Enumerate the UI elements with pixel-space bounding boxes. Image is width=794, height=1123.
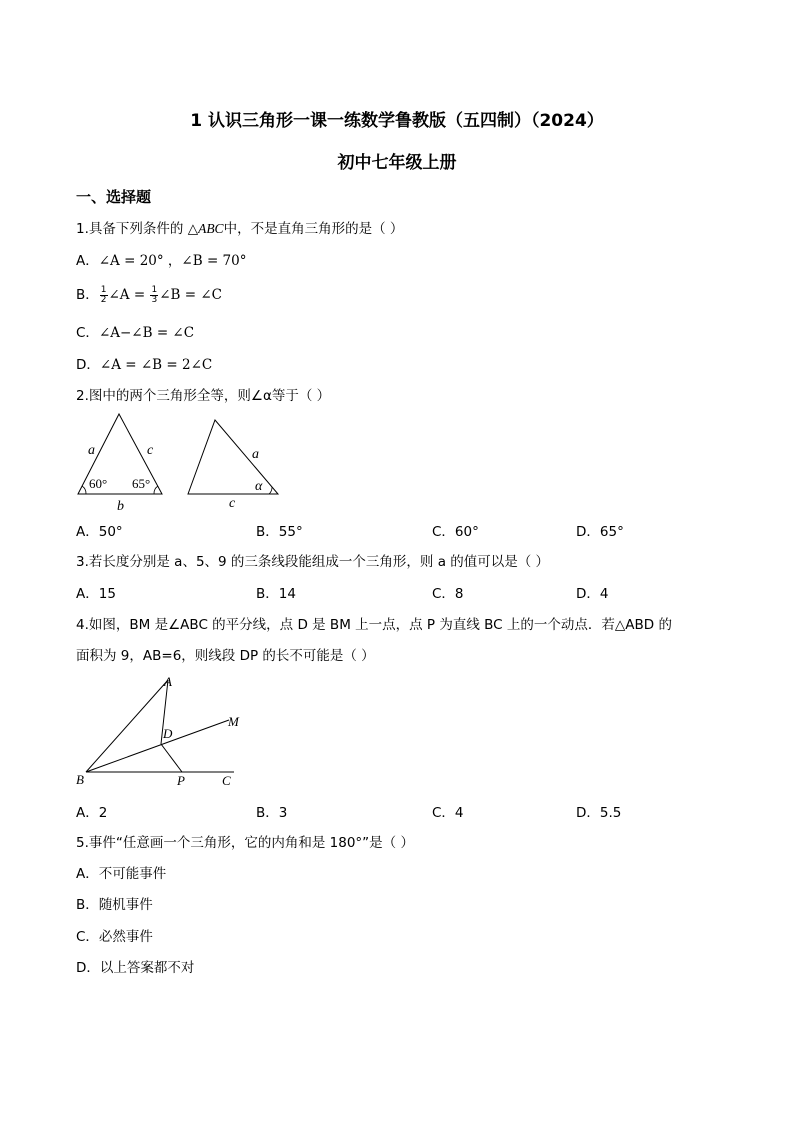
q3-option-c[interactable]: C．8 — [432, 586, 464, 602]
q2-label-c-right: c — [229, 496, 236, 511]
q4-line-dp — [161, 744, 182, 772]
q2-option-d[interactable]: D．65° — [576, 524, 624, 540]
q1-fraction-half: $\frac{1}{2}$ — [100, 284, 107, 305]
q2-label-a-right: a — [252, 447, 259, 462]
q4-label-c: C — [222, 773, 231, 788]
question-1-stem — [76, 217, 403, 237]
q2-left-angle-arc — [82, 486, 86, 494]
question-4-stem-line2: 面积为 9，AB=6，则线段 DP 的长不可能是（ ） — [76, 648, 375, 664]
q4-option-d[interactable]: D．5.5 — [576, 805, 622, 821]
q2-option-a[interactable]: A．50° — [76, 524, 123, 540]
q2-label-a-left: a — [88, 443, 95, 458]
q4-ray-bm — [86, 720, 229, 772]
q2-right-triangle — [188, 420, 278, 494]
q4-label-m: M — [228, 714, 239, 729]
question-5-stem: 5.事件“任意画一个三角形，它的内角和是 180°”是（ ） — [76, 835, 414, 851]
q1-option-b[interactable] — [76, 283, 222, 305]
doc-title-line2: 初中七年级上册 — [337, 153, 457, 173]
q4-line-ba — [86, 680, 168, 772]
q4-option-c[interactable]: C．4 — [432, 805, 464, 821]
q1-option-c-text: ∠A−∠B = ∠C — [98, 325, 195, 341]
q2-angle-60: 60° — [89, 476, 108, 491]
q5-option-b[interactable]: B．随机事件 — [76, 897, 153, 913]
q1-option-c-label: C． — [76, 325, 99, 341]
q2-option-b[interactable]: B．55° — [256, 524, 303, 540]
q1-option-b-label: B． — [76, 287, 99, 303]
doc-title-line1: 1 认识三角形一课一练数学鲁教版（五四制）（2024） — [190, 111, 604, 131]
q1-fraction-third: $\frac{1}{3}$ — [151, 284, 158, 305]
q2-label-alpha: α — [255, 479, 263, 494]
q3-option-d[interactable]: D．4 — [576, 586, 609, 602]
q4-label-b: B — [76, 772, 84, 787]
q1-stem-math: △ABC — [187, 221, 224, 236]
q4-label-p: P — [177, 773, 185, 788]
q3-option-b[interactable]: B．14 — [256, 586, 296, 602]
q1-option-c[interactable] — [76, 321, 194, 341]
q1-stem-pre: 1.具备下列条件的 — [76, 221, 184, 237]
section-heading: 一、选择题 — [76, 188, 152, 206]
q5-option-d[interactable]: D．以上答案都不对 — [76, 960, 195, 976]
q2-angle-65: 65° — [132, 476, 151, 491]
q1-option-d-label: D． — [76, 357, 100, 373]
q1-option-d-text: ∠A = ∠B = 2∠C — [99, 357, 213, 373]
question-3-stem: 3.若长度分别是 a、5、9 的三条线段能组成一个三角形，则 a 的值可以是（ ） — [76, 554, 550, 570]
q2-option-c[interactable]: C．60° — [432, 524, 479, 540]
q1-option-d[interactable] — [76, 353, 212, 373]
q5-option-a[interactable]: A．不可能事件 — [76, 866, 167, 882]
q2-alpha-arc — [269, 487, 272, 494]
q2-label-b: b — [117, 499, 124, 514]
q1-option-a-label: A． — [76, 253, 99, 269]
q1-option-a-text: ∠A = 20° ，∠B = 70° — [98, 253, 247, 269]
q1-stem-post: 中，不是直角三角形的是（ ） — [223, 221, 404, 237]
q3-option-a[interactable]: A．15 — [76, 586, 116, 602]
q2-label-c-left: c — [147, 443, 154, 458]
question-2-stem: 2.图中的两个三角形全等，则∠α等于（ ） — [76, 388, 331, 404]
q4-option-a[interactable]: A．2 — [76, 805, 108, 821]
q2-right-angle-arc — [154, 486, 158, 494]
q4-angle-bisector-figure — [72, 668, 247, 793]
q1-option-b-tail: ∠B = ∠C — [159, 287, 222, 303]
q1-option-a[interactable] — [76, 249, 246, 269]
q4-option-b[interactable]: B．3 — [256, 805, 288, 821]
q4-label-d: D — [163, 726, 173, 741]
q4-label-a: A — [164, 674, 172, 689]
q1-option-b-mid: ∠A = — [108, 287, 146, 303]
q2-triangle-figure — [72, 410, 287, 515]
q5-option-c[interactable]: C．必然事件 — [76, 929, 153, 945]
question-4-stem-line1: 4.如图，BM 是∠ABC 的平分线，点 D 是 BM 上一点，点 P 为直线 BC 上的一个动点．若△ABD 的 — [76, 617, 672, 633]
